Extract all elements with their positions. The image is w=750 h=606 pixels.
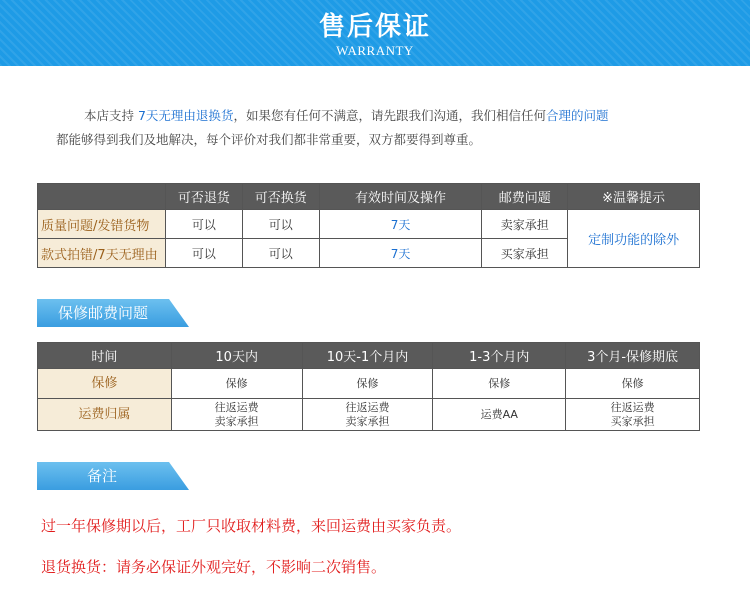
cell-line: 往返运费 (214, 400, 259, 414)
table-cell: 保修 (433, 369, 566, 399)
table-cell: 可以 (242, 210, 319, 239)
table-cell (171, 399, 302, 431)
section-tab-notes (37, 462, 189, 490)
table-cell: 可以 (165, 239, 242, 268)
table-header-cell: 邮费问题 (482, 184, 568, 210)
table-header-cell: ※温馨提示 (568, 184, 700, 210)
table-header-row (38, 343, 700, 369)
note-line: 退货换货：请务必保证外观完好，不影响二次销售。 (41, 558, 387, 576)
table-cell: 可以 (242, 239, 319, 268)
table-cell: 7天 (319, 239, 482, 268)
tip-cell: 定制功能的除外 (568, 210, 700, 268)
table-header-row (38, 184, 700, 210)
table-header-cell: 有效时间及操作 (319, 184, 482, 210)
table-row (38, 399, 700, 431)
table-cell: 买家承担 (482, 239, 568, 268)
table-header-cell: 1-3个月内 (433, 343, 566, 369)
intro-paragraph (56, 104, 696, 152)
section-title: 备注 (86, 467, 117, 485)
cell-line: 往返运费 (345, 400, 390, 414)
table-cell: 可以 (165, 210, 242, 239)
row-label: 款式拍错/7天无理由 (38, 239, 166, 268)
header-banner (0, 0, 750, 66)
table-header-cell: 时间 (38, 343, 172, 369)
return-policy-highlight: 7天无理由退换货 (137, 108, 234, 123)
table-header-cell: 10天内 (171, 343, 302, 369)
note-line: 过一年保修期以后，工厂只收取材料费，来回运费由买家负责。 (41, 517, 462, 535)
return-policy-table (37, 183, 700, 268)
cell-line: 买家承担 (610, 414, 655, 428)
intro-text: 本店支持 (84, 108, 138, 123)
table-header-cell (38, 184, 166, 210)
page-title: 售后保证 (318, 12, 431, 42)
intro-line-1 (56, 104, 696, 128)
intro-text: ，如果您有任何不满意，请先跟我们沟通，我们相信任何 (233, 108, 546, 123)
table-cell (566, 399, 700, 431)
intro-line-2: 都能够得到我们及地解决，每个评价对我们都非常重要，双方都要得到尊重。 (56, 132, 482, 147)
table-cell: 7天 (319, 210, 482, 239)
row-label: 运费归属 (38, 399, 172, 431)
cell-line: 卖家承担 (214, 414, 259, 428)
row-label: 保修 (38, 369, 172, 399)
row-label: 质量问题/发错货物 (38, 210, 166, 239)
warranty-shipping-table (37, 342, 700, 431)
table-cell: 保修 (566, 369, 700, 399)
table-header-cell: 可否退货 (165, 184, 242, 210)
table-cell (302, 399, 433, 431)
table-cell: 保修 (302, 369, 433, 399)
table-cell: 卖家承担 (482, 210, 568, 239)
table-row (38, 210, 700, 239)
reasonable-issue-highlight: 合理的问题 (545, 108, 609, 123)
table-cell (433, 399, 566, 431)
table-header-cell: 可否换货 (242, 184, 319, 210)
section-tab-warranty (37, 299, 189, 327)
page-subtitle: WARRANTY (336, 43, 414, 58)
table-row (38, 369, 700, 399)
table-header-cell: 10天-1个月内 (302, 343, 433, 369)
cell-line: 往返运费 (610, 400, 655, 414)
section-title: 保修邮费问题 (57, 304, 148, 322)
table-cell: 保修 (171, 369, 302, 399)
cell-line: 卖家承担 (345, 414, 390, 428)
cell-line: 运费AA (480, 407, 518, 421)
table-header-cell: 3个月-保修期底 (566, 343, 700, 369)
